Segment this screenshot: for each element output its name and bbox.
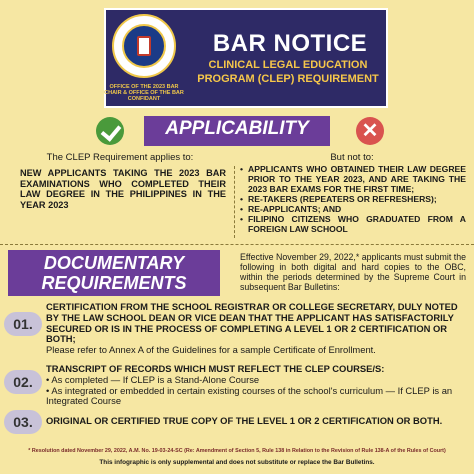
requirement-note: • As integrated or embedded in certain existing courses of the school's curriculum — If CLEP is an Integrated Course <box>46 384 453 407</box>
requirement-title: ORIGINAL OR CERTIFIED TRUE COPY OF THE LEVEL 1 OR 2 CERTIFICATION OR BOTH. <box>46 415 443 426</box>
documentary-title-line2: REQUIREMENTS <box>41 273 187 293</box>
exclusion-item: • RE-APPLICANTS; AND <box>240 204 466 214</box>
subtitle-line2: PROGRAM (CLEP) REQUIREMENT <box>197 73 379 85</box>
documentary-title-line1: DOCUMENTARY <box>43 253 185 273</box>
section-divider <box>0 244 474 245</box>
exclusion-item: • APPLICANTS WHO OBTAINED THEIR LAW DEGREE PRIOR TO THE YEAR 2023, AND ARE TAKING THE 2023 BAR EXAMS FOR THE FIRST TIME; <box>240 164 466 194</box>
exclusions-list <box>240 164 466 234</box>
applies-text: NEW APPLICANTS TAKING THE 2023 BAR EXAMINATIONS WHO COMPLETED THEIR LAW DEGREE IN THE PHILIPPINES IN THE YEAR 2023 <box>20 168 226 210</box>
requirement-number: 03. <box>4 410 42 434</box>
footnote: * Resolution dated November 29, 2022, A.M. No. 19-03-24-SC (Re: Amendment of Section 5, Rule 138 in Relation to the Revision of Rule 138-A of the Rules of Court) <box>28 448 446 454</box>
seal-inner <box>122 24 166 68</box>
requirement-text <box>46 416 466 427</box>
scales-icon <box>137 36 151 56</box>
requirement-text <box>46 302 466 356</box>
requirement-number: 01. <box>4 312 42 336</box>
check-icon <box>96 117 124 145</box>
supreme-court-seal <box>112 14 176 78</box>
requirement-note: • As completed — If CLEP is a Stand-Alone Course <box>46 373 260 385</box>
requirement-title: TRANSCRIPT OF RECORDS WHICH MUST REFLECT THE CLEP COURSE/S: <box>46 363 385 374</box>
page-title: BAR NOTICE <box>212 30 368 57</box>
subtitle-line1: CLINICAL LEGAL EDUCATION <box>208 59 368 71</box>
notto-label: But not to: <box>330 152 374 163</box>
documentary-intro: Effective November 29, 2022,* applicants must submit the following in both digital and hard copies to the OBC, within the periods determined by the Supreme Court in subsequent Bar Bulletins: <box>240 252 466 292</box>
applies-label: The CLEP Requirement applies to: <box>46 152 194 163</box>
documentary-title <box>8 253 220 293</box>
exclusion-item: • RE-TAKERS (REPEATERS OR REFRESHERS); <box>240 194 466 204</box>
applicability-title: APPLICABILITY <box>165 118 309 139</box>
requirement-number: 02. <box>4 370 42 394</box>
requirement-text <box>46 364 466 407</box>
exclusion-item: • FILIPINO CITIZENS WHO GRADUATED FROM A FOREIGN LAW SCHOOL <box>240 214 466 234</box>
x-icon: ✕ <box>356 117 384 145</box>
page-subtitle <box>190 58 386 86</box>
requirement-title: CERTIFICATION FROM THE SCHOOL REGISTRAR OR COLLEGE SECRETARY, DULY NOTED BY THE LAW SCHOOL DEAN OR VICE DEAN THAT THE APPLICANT HAS SATISFACTORILY SECURED OR IS IN THE PROCESS OF COMPLETING A LEVEL 1 OR 2 CERTIFICATION OR BOTH; <box>46 301 458 345</box>
requirement-note: Please refer to Annex A of the Guidelines for a sample Certificate of Enrollment. <box>46 344 376 356</box>
column-divider <box>234 166 235 238</box>
disclaimer: This infographic is only supplemental and does not substitute or replace the Bar Bulletins. <box>99 459 375 466</box>
seal-caption: OFFICE OF THE 2023 BAR CHAIR & OFFICE OF THE BAR CONFIDANT <box>104 84 184 102</box>
